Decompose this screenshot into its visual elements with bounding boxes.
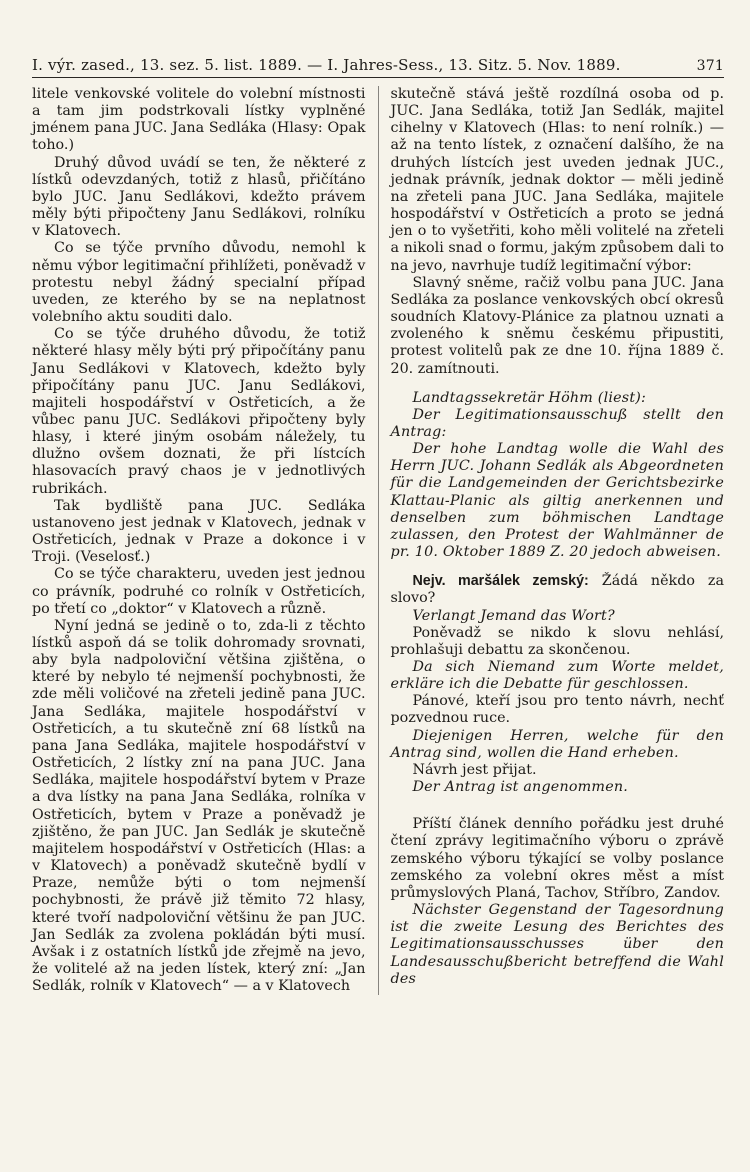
paragraph: Tak bydliště pana JUC. Sedláka ustanoveno jest jednak v Klatovech, jednak v Ostřeticích, jednak v Praze a dokonce i v Troji. (Veselosť.): [32, 497, 366, 566]
german-paragraph: Der Legitimationsausschuß stellt den Antrag:: [390, 406, 724, 440]
german-paragraph: Nächster Gegenstand der Tagesordnung ist die zweite Lesung des Berichtes des Legitimationsausschusses über den Landesausschußbericht betreffend die Wahl des: [390, 902, 724, 987]
speaker-paragraph: Nejv. maršálek zemský: Žádá někdo za slovo?: [390, 573, 724, 607]
column-divider: [378, 86, 379, 995]
paragraph: Co se týče druhého důvodu, že totiž některé hlasy měly býti prý připočítány panu Janu Sedlákovi v Klatovech, kdežto byly připočítány panu JUC. Janu Sedlákovi, majiteli hospodářství v Ostřeticích, a že vůbec panu JUC. Sedlákovi připočteny byly hlasy, i které jiným osobám náležely, tu dlužno ovšem doznati, že při lístcích hlasovacích pravý chaos je v jednotlivých rubrikách.: [32, 326, 366, 497]
german-paragraph: Der Antrag ist angenommen.: [412, 779, 629, 796]
paragraph: litele venkovské volitele do volební místnosti a tam jim podstrkovali lístky vyplněné jménem pana JUC. Jana Sedláka (Hlasy: Opak toho.): [32, 86, 366, 154]
spacer: [390, 378, 724, 390]
german-paragraph: Da sich Niemand zum Worte meldet, erkläre ich die Debatte für geschlossen.: [390, 659, 724, 693]
paragraph: skutečně stává ještě rozdílná osoba od p. JUC. Jana Sedláka, totiž Jan Sedlák, majitel cihelny v Klatovech (Hlas: to není rolník.) — až na tento lístek, z označení dalšího, že na druhých lístcích jest uveden jednak JUC., jednak právník, jednak doktor — měli jedině na zřeteli pana JUC. Jana Sedláka, majitele hospodářství v Ostřeticích a proto se jedná jen o to vyšetřiti, koho měli volitelé na zřeteli a nikoli snad o formu, jakým způsobem dali to na jevo, navrhuje tudíž legitimační výbor:: [390, 86, 724, 274]
header-title: I. výr. zased., 13. sez. 5. list. 1889. — I. Jahres-Sess., 13. Sitz. 5. Nov. 1889.: [32, 56, 621, 74]
speaker-label: Nejv. maršálek zemský:: [412, 573, 589, 590]
german-paragraph: Diejenigen Herren, welche für den Antrag sind, wollen die Hand erheben.: [390, 727, 724, 761]
german-proposal: Der hohe Landtag wolle die Wahl des Herrn JUC. Johann Sedlák als Abgeordneten für die Landgemeinden der Gerichtsbezirke Klattau-Planic als giltig anerkennen und denselben zum böhmischen Landtage zulassen, den Protest der Wahlmänner de pr. 10. Oktober 1889 Z. 20 jedoch abweisen.: [390, 441, 724, 561]
paragraph: Druhý důvod uvádí se ten, že některé z lístků odevzdaných, totiž z hlasů, přičítáno bylo JUC. Janu Sedlákovi, kdežto právem měly býti připočteny Janu Sedlákovi, rolníku v Klatovech.: [32, 154, 366, 240]
paragraph: Pánové, kteří jsou pro tento návrh, nechť pozvednou ruce.: [390, 693, 724, 727]
paragraph: Příští článek denního pořádku jest druhé čtení zprávy legitimačního výboru o zprávě zemského výboru týkající se volby poslance zemského za volební okres měst a míst průmyslových Planá, Tachov, Stříbro, Zandov.: [390, 816, 724, 901]
speaker-line-german: Landtagssekretär Höhm (liest):: [412, 389, 647, 406]
right-column: [390, 86, 724, 995]
paragraph: Návrh jest přijat.: [412, 761, 537, 778]
paragraph: Nyní jedná se jedině o to, zda-li z těchto lístků aspoň dá se tolik dohromady srovnati, aby byla nadpoloviční většina zjištěna, o které by nebylo té nejmenší pochybnosti, že zde měli voličové na zřeteli jedině pana JUC. Jana Sedláka, majitele hospodářství v Ostřeticích, a tu skutečně zní 68 lístků na pana Jana Sedláka, majitele hospodářství v Ostřeticích, 2 lístky zní na pana JUC. Jana Sedláka, majitele hospodářství bytem v Praze a dva lístky na pana Jana Sedláka, rolníka v Ostřeticích, bytem v Praze a poněvadž je zjištěno, že pan JUC. Jan Sedlák je skutečně majitelem hospodářství v Ostřeticích (Hlas: a v Klatovech) a poněvadž skutečně bydlí v Praze, nemůže býti o tom nejmenší pochybnosti, že právě již těmito 72 hlasy, které tvoří nadpoloviční většinu že pan JUC. Jan Sedlák za zvolena pokládán býti musí. Avšak i z ostatních lístků jde zřejmě na jevo, že volitelé až na jeden lístek, který zní: „Jan Sedlák, rolník v Klatovech“ — a v Klatovech: [32, 617, 366, 995]
page-number: 371: [696, 58, 724, 74]
left-column: [32, 86, 366, 995]
paragraph: Co se týče charakteru, uveden jest jednou co právník, podruhé co rolník v Ostřeticích, po třetí co „doktor“ v Klatovech a různě.: [32, 566, 366, 617]
paragraph: Co se týče prvního důvodu, nemohl k němu výbor legitimační přihlížeti, poněvadž v protestu nebyl žádný specialní případ uveden, ze kterého by se na neplatnost volebního aktu souditi dalo.: [32, 240, 366, 326]
running-header: [32, 56, 724, 78]
german-paragraph: Verlangt Jemand das Wort?: [412, 607, 615, 624]
proposal-paragraph: Slavný sněme, račiž volbu pana JUC. Jana Sedláka za poslance venkovských obcí okresů soudních Klatovy-Plánice za platnou uznati a zvoleného k sněmu českému připustiti, protest volitelů pak ze dne 10. října 1889 č. 20. zamítnouti.: [390, 274, 724, 377]
spacer: [390, 561, 724, 573]
paragraph: Poněvadž se nikdo k slovu nehlásí, prohlašuji debattu za skončenou.: [390, 624, 724, 658]
text-columns: [32, 86, 724, 995]
spacer: [390, 796, 724, 816]
